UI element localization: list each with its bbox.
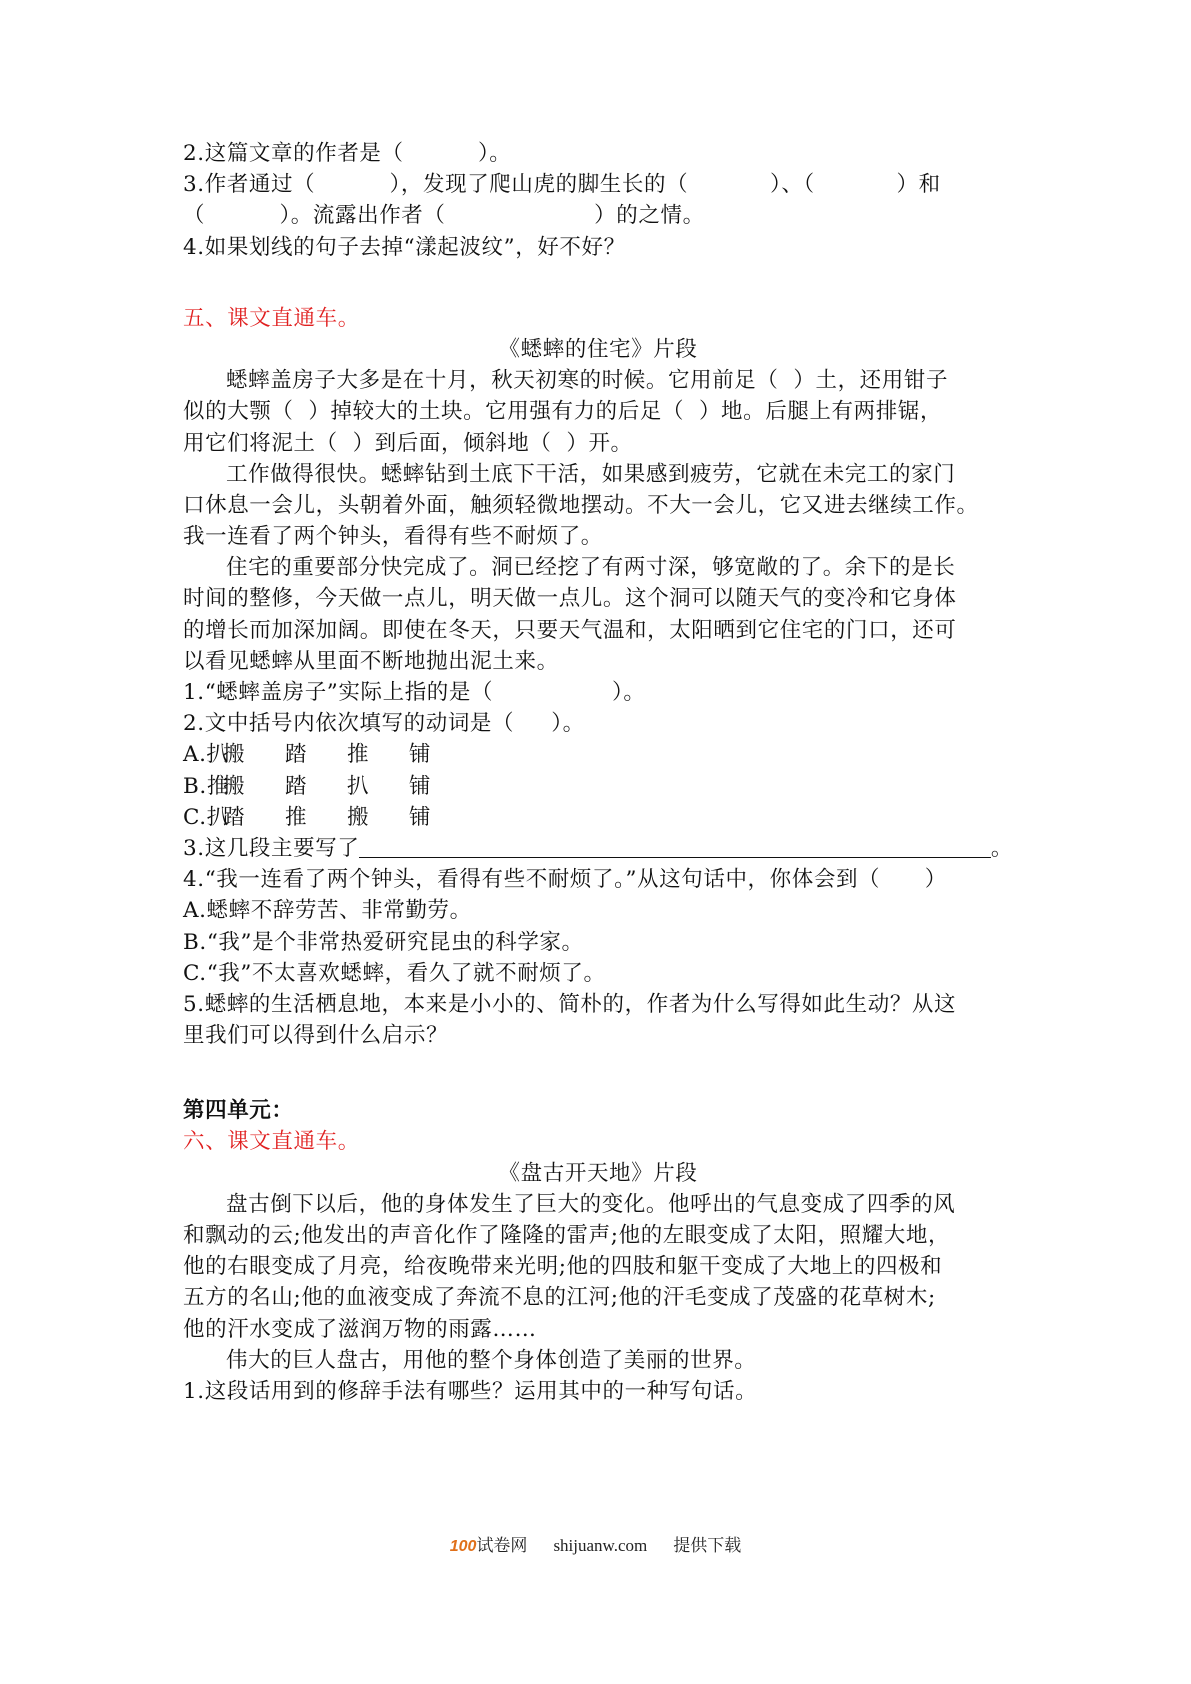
option-row-c: C.扒 踏 推 搬 铺 — [183, 804, 432, 830]
passage-line: 用它们将泥土（ ）到后面，倾斜地（ ）开。 — [183, 430, 633, 456]
passage-line: 伟大的巨人盘古，用他的整个身体创造了美丽的世界。 — [226, 1347, 757, 1373]
passage-line: 以看见蟋蟀从里面不断地抛出泥土来。 — [183, 648, 559, 674]
passage-line: 似的大颚（ ）掉较大的土块。它用强有力的后足（ ）地。后腿上有两排锯， — [183, 399, 943, 425]
page-footer — [0, 1531, 1191, 1556]
passage-line: 他的右眼变成了月亮，给夜晚带来光明;他的四肢和躯干变成了大地上的四极和 — [183, 1254, 943, 1280]
passage-line: 工作做得很快。蟋蟀钻到土底下干活，如果感到疲劳，它就在未完工的家门 — [226, 461, 956, 487]
answer-line[interactable] — [359, 835, 990, 858]
question-2: 2.这篇文章的作者是（ ）。 — [183, 141, 512, 166]
site-domain-link[interactable]: shijuanw.com — [553, 1536, 648, 1555]
passage-line: 我一连看了两个钟头，看得有些不耐烦了。 — [183, 524, 603, 550]
question-5-line-2: 里我们可以得到什么启示？ — [183, 1023, 449, 1049]
choice-b: B.“我”是个非常热爱研究昆虫的科学家。 — [183, 929, 584, 955]
question-1: 1.这段话用到的修辞手法有哪些？运用其中的一种写句话。 — [183, 1378, 758, 1404]
question-1: 1.“蟋蟀盖房子”实际上指的是（ ）。 — [183, 680, 646, 705]
option-row-a: A.扒 搬 踏 推 铺 — [183, 742, 432, 768]
question-3-line-1: 3.作者通过（ ），发现了爬山虎的脚生长的（ ）、（ ）和 — [183, 172, 941, 198]
question-4: 4.如果划线的句子去掉“漾起波纹”，好不好？ — [183, 234, 626, 260]
passage-line: 口休息一会儿，头朝着外面，触须轻微地摆动。不大一会儿，它又进去继续工作。 — [183, 492, 979, 518]
passage-line: 和飘动的云;他发出的声音化作了隆隆的雷声;他的左眼变成了太阳，照耀大地， — [183, 1223, 951, 1248]
document-body — [183, 138, 1013, 1407]
passage-line: 的增长而加深加阔。即使在冬天，只要天气温和，太阳晒到它住宅的门口，还可 — [183, 617, 957, 643]
question-5-line-1: 5.蟋蟀的生活栖息地，本来是小小的、简朴的，作者为什么写得如此生动？从这 — [183, 991, 957, 1017]
site-logo-icon: 100 — [449, 1538, 477, 1555]
section-6-heading: 六、课文直通车。 — [183, 1129, 360, 1155]
unit-4-heading: 第四单元： — [183, 1098, 294, 1124]
passage-title: 《盘古开天地》片段 — [498, 1160, 698, 1186]
passage-line: 五方的名山;他的血液变成了奔流不息的江河;他的汗毛变成了茂盛的花草树木; — [183, 1285, 936, 1311]
passage-title: 《蟋蟀的住宅》片段 — [498, 336, 698, 362]
site-name: 试卷网 — [476, 1536, 528, 1555]
section-5-heading: 五、课文直通车。 — [183, 305, 360, 331]
option-row-b: B.推 搬 踏 扒 铺 — [183, 773, 432, 799]
footer-note: 提供下载 — [673, 1536, 742, 1555]
passage-line: 他的汗水变成了滋润万物的雨露…… — [183, 1316, 537, 1342]
choice-a: A.蟋蟀不辞劳苦、非常勤劳。 — [183, 898, 472, 924]
passage-line: 盘古倒下以后，他的身体发生了巨大的变化。他呼出的气息变成了四季的风 — [226, 1191, 956, 1217]
question-4: 4.“我一连看了两个钟头，看得有些不耐烦了。”从这句话中，你体会到（ ） — [183, 867, 947, 893]
choice-c: C.“我”不太喜欢蟋蟀，看久了就不耐烦了。 — [183, 960, 606, 986]
passage-line: 住宅的重要部分快完成了。洞已经挖了有两寸深，够宽敞的了。余下的是长 — [226, 555, 956, 581]
question-3-line-2: （ ）。流露出作者（ ）的之情。 — [183, 203, 705, 229]
question-3: 3.这几段主要写了 。 — [183, 835, 1013, 861]
passage-line: 时间的整修，今天做一点儿，明天做一点儿。这个洞可以随天气的变冷和它身体 — [183, 586, 957, 612]
question-2: 2.文中括号内依次填写的动词是（ ）。 — [183, 711, 585, 737]
passage-line: 蟋蟀盖房子大多是在十月，秋天初寒的时候。它用前足（ ）土，还用钳子 — [226, 368, 949, 394]
